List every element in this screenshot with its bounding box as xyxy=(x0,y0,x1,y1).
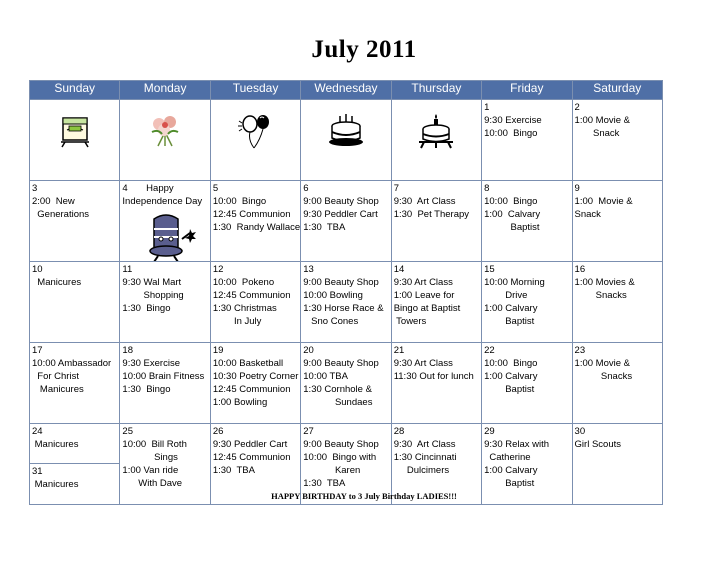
event-line: 1:00 Movies & xyxy=(574,277,635,288)
event-line: 10:00 Bill Roth xyxy=(122,439,187,450)
day-cell xyxy=(120,262,210,343)
event-line: Drive xyxy=(484,290,528,301)
event-line: 1:00 Movie & xyxy=(574,358,630,369)
weekday-header: Sunday xyxy=(30,81,120,100)
event-line: 10:00 Brain Fitness xyxy=(122,371,205,382)
event-line: 10:00 Morning xyxy=(484,277,545,288)
day-number: 1 xyxy=(484,102,490,113)
day-cell-content xyxy=(482,343,571,423)
day-number: 20 xyxy=(303,345,314,356)
event-line: 1:30 Pet Therapy xyxy=(393,209,470,220)
event-line: 9:30 Art Class xyxy=(393,358,453,369)
event-line: 1:30 Cincinnati xyxy=(393,452,457,463)
event-line: In July xyxy=(212,316,262,327)
event-line: 10:00 Bingo xyxy=(484,128,538,139)
day-number: 9 xyxy=(574,183,580,194)
day-cell-content xyxy=(30,262,119,342)
event-line: 1:00 Van ride xyxy=(122,465,179,476)
day-number: 16 xyxy=(574,264,586,275)
event-line: 1:00 Calvary xyxy=(484,303,538,314)
day-cell-content xyxy=(392,262,481,342)
day-cell-part xyxy=(30,424,119,464)
event-line: 9:30 Art Class xyxy=(393,439,456,450)
event-line: 10:00 Bingo with xyxy=(303,452,377,463)
event-line: 10:00 Pokeno xyxy=(212,277,275,288)
balloons-icon xyxy=(236,112,276,156)
event-line: Snack xyxy=(574,128,620,139)
calendar-title: July 2011 xyxy=(311,36,417,63)
day-cell-content xyxy=(211,181,300,261)
day-number: 19 xyxy=(212,345,224,356)
week-row xyxy=(30,100,663,181)
day-cell-content xyxy=(211,100,300,180)
event-line: 9:00 Beauty Shop xyxy=(303,196,379,207)
event-line: 1:00 Calvary xyxy=(484,371,538,382)
week-row xyxy=(30,181,663,262)
calendar-grid xyxy=(29,80,663,505)
day-number: 2 xyxy=(574,102,580,113)
day-cell-content xyxy=(30,343,119,423)
day-cell xyxy=(301,181,391,262)
event-line: 10:00 Bingo xyxy=(484,196,538,207)
day-cell-content xyxy=(392,343,481,423)
day-cell-content xyxy=(120,343,209,423)
day-cell xyxy=(120,343,210,424)
day-cell xyxy=(301,100,391,181)
day-number: 29 xyxy=(484,426,495,437)
cake-slice-icon xyxy=(58,112,92,152)
day-number: 22 xyxy=(484,345,495,356)
day-cell xyxy=(30,100,120,181)
event-line: For Christ xyxy=(32,371,79,382)
event-line: 10:00 TBA xyxy=(303,371,348,382)
event-line: 9:30 Relax with xyxy=(484,439,550,450)
event-line: 2:00 New xyxy=(32,196,75,207)
day-cell xyxy=(391,181,481,262)
event-line: 1:30 Bingo xyxy=(122,384,171,395)
day-cell xyxy=(391,262,481,343)
event-line: 12:45 Communion xyxy=(212,290,291,301)
day-cell xyxy=(210,181,300,262)
day-number: 17 xyxy=(32,345,43,356)
event-line: Baptist xyxy=(484,222,540,233)
day-cell xyxy=(391,343,481,424)
day-cell xyxy=(120,100,210,181)
day-number: 24 xyxy=(32,426,43,437)
event-line: Sings xyxy=(122,452,178,463)
day-cell-content xyxy=(392,181,481,261)
event-line: 1:30 Randy Wallace xyxy=(212,222,301,233)
event-line: Baptist xyxy=(484,384,535,395)
week-row xyxy=(30,343,663,424)
event-line: Snacks xyxy=(574,290,627,301)
day-cell-content xyxy=(211,343,300,423)
weekday-header: Saturday xyxy=(572,81,662,100)
day-cell-content xyxy=(120,100,209,180)
day-number: 15 xyxy=(484,264,495,275)
day-cell-content xyxy=(211,262,300,342)
event-line: Karen xyxy=(303,465,361,476)
day-number: 3 xyxy=(32,183,38,194)
event-line: 9:00 Beauty Shop xyxy=(303,439,379,450)
day-number: 13 xyxy=(303,264,314,275)
day-cell-content xyxy=(301,262,390,342)
birthday-cake-icon xyxy=(326,112,366,152)
day-number: 4 Happy xyxy=(122,183,174,194)
event-line: Girl Scouts xyxy=(574,439,621,450)
event-line: Sundaes xyxy=(303,397,373,408)
event-line: Towers xyxy=(393,316,427,327)
event-line: With Dave xyxy=(122,478,183,489)
event-line: 1:30 Horse Race & xyxy=(303,303,384,314)
day-number: 7 xyxy=(393,183,399,194)
event-line: 9:30 Art Class xyxy=(393,196,456,207)
event-line: 9:30 Peddler Cart xyxy=(303,209,378,220)
day-number: 8 xyxy=(484,183,490,194)
day-cell-content xyxy=(120,181,209,261)
event-line: Sno Cones xyxy=(303,316,359,327)
day-number: 23 xyxy=(574,345,586,356)
day-cell xyxy=(210,343,300,424)
weekday-header: Friday xyxy=(482,81,572,100)
day-number: 26 xyxy=(212,426,224,437)
day-cell xyxy=(30,181,120,262)
week-row xyxy=(30,262,663,343)
event-line: Shopping xyxy=(122,290,184,301)
day-number: 14 xyxy=(393,264,405,275)
day-cell xyxy=(572,262,662,343)
day-cell-content xyxy=(301,100,390,180)
event-line: Manicures xyxy=(32,479,79,490)
event-line: 10:30 Poetry Corner xyxy=(212,371,299,382)
day-cell-content xyxy=(573,100,662,180)
event-line: Manicures xyxy=(32,384,84,395)
day-number: 11 xyxy=(122,264,133,275)
uncle-sam-hat-icon xyxy=(140,209,200,261)
weekday-header: Tuesday xyxy=(210,81,300,100)
day-cell xyxy=(482,100,572,181)
day-number: 12 xyxy=(212,264,224,275)
event-line: 9:30 Exercise xyxy=(484,115,542,126)
day-number: 10 xyxy=(32,264,43,275)
event-line: 10:00 Ambassador xyxy=(32,358,112,369)
day-cell xyxy=(572,181,662,262)
day-cell-content xyxy=(301,181,390,261)
weekday-header: Thursday xyxy=(391,81,481,100)
day-cell xyxy=(301,343,391,424)
event-line: 1:30 TBA xyxy=(303,222,346,233)
event-line: Generations xyxy=(32,209,90,220)
event-line: 1:30 Christmas xyxy=(212,303,277,314)
event-line: 1:30 Cornhole & xyxy=(303,384,372,395)
day-cell xyxy=(482,343,572,424)
event-line: Manicures xyxy=(32,439,79,450)
day-cell xyxy=(572,100,662,181)
birthday-message: HAPPY BIRTHDAY to 3 July Birthday LADIES!!! xyxy=(271,491,457,501)
day-cell xyxy=(482,181,572,262)
weekday-header-row xyxy=(30,81,663,100)
event-line: Snacks xyxy=(574,371,633,382)
event-line: 10:00 Bingo xyxy=(212,196,267,207)
event-line: Snack xyxy=(574,209,601,220)
day-number: 21 xyxy=(393,345,405,356)
day-cell-content xyxy=(573,343,662,423)
event-line: Baptist xyxy=(484,316,535,327)
day-number: 30 xyxy=(574,426,586,437)
day-cell-content xyxy=(482,262,571,342)
event-line: 12:45 Communion xyxy=(212,384,291,395)
day-number: 18 xyxy=(122,345,133,356)
day-cell xyxy=(210,262,300,343)
event-line: 1:00 Calvary xyxy=(484,209,541,220)
day-cell xyxy=(391,100,481,181)
day-number: 31 xyxy=(32,466,43,477)
event-line: 12:45 Communion xyxy=(212,452,291,463)
birthday-cake-candle-icon xyxy=(416,112,456,156)
day-cell-content xyxy=(573,262,662,342)
day-cell xyxy=(572,343,662,424)
day-number: 27 xyxy=(303,426,314,437)
event-line: Catherine xyxy=(484,452,531,463)
day-cell xyxy=(120,181,210,262)
day-cell-content xyxy=(120,262,209,342)
day-cell-content xyxy=(30,100,119,180)
day-cell-part xyxy=(30,464,119,492)
event-line: 11:30 Out for lunch xyxy=(393,371,474,382)
event-line: 10:00 Bowling xyxy=(303,290,363,301)
event-line: Baptist xyxy=(484,478,535,489)
event-line: 9:00 Beauty Shop xyxy=(303,358,379,369)
event-line: 1:30 TBA xyxy=(303,478,346,489)
event-line: 1:00 Calvary xyxy=(484,465,538,476)
day-cell-content xyxy=(30,181,119,261)
event-line: 1:30 TBA xyxy=(212,465,255,476)
day-cell xyxy=(30,343,120,424)
day-cell-content xyxy=(573,181,662,261)
day-cell-content xyxy=(482,100,571,180)
event-line: 9:30 Art Class xyxy=(393,277,453,288)
event-line: 12:45 Communion xyxy=(212,209,291,220)
day-cell-content xyxy=(482,181,571,261)
event-line: 9:30 Wal Mart xyxy=(122,277,182,288)
event-line: Independence Day xyxy=(122,196,203,207)
weekday-header: Wednesday xyxy=(301,81,391,100)
flower-bouquet-icon xyxy=(148,112,182,152)
event-line: Dulcimers xyxy=(393,465,450,476)
event-line: 10:00 Basketball xyxy=(212,358,284,369)
event-line: 10:00 Bingo xyxy=(484,358,538,369)
event-line: Manicures xyxy=(32,277,82,288)
event-line: 1:00 Leave for xyxy=(393,290,455,301)
day-number: 5 xyxy=(212,183,219,194)
day-cell xyxy=(301,262,391,343)
event-line: 9:00 Beauty Shop xyxy=(303,277,379,288)
day-cell xyxy=(30,262,120,343)
day-number: 25 xyxy=(122,426,133,437)
day-cell xyxy=(210,100,300,181)
event-line: 1:30 Bingo xyxy=(122,303,171,314)
event-line: 1:00 Movie & xyxy=(574,196,633,207)
day-cell-content xyxy=(392,100,481,180)
weekday-header: Monday xyxy=(120,81,210,100)
day-cell-content xyxy=(301,343,390,423)
day-number: 6 xyxy=(303,183,309,194)
event-line: 1:00 Movie & xyxy=(574,115,630,126)
day-number: 28 xyxy=(393,426,405,437)
event-line: Bingo at Baptist xyxy=(393,303,461,314)
day-cell xyxy=(482,262,572,343)
event-line: 9:30 Peddler Cart xyxy=(212,439,288,450)
event-line: 1:00 Bowling xyxy=(212,397,268,408)
event-line: 9:30 Exercise xyxy=(122,358,180,369)
